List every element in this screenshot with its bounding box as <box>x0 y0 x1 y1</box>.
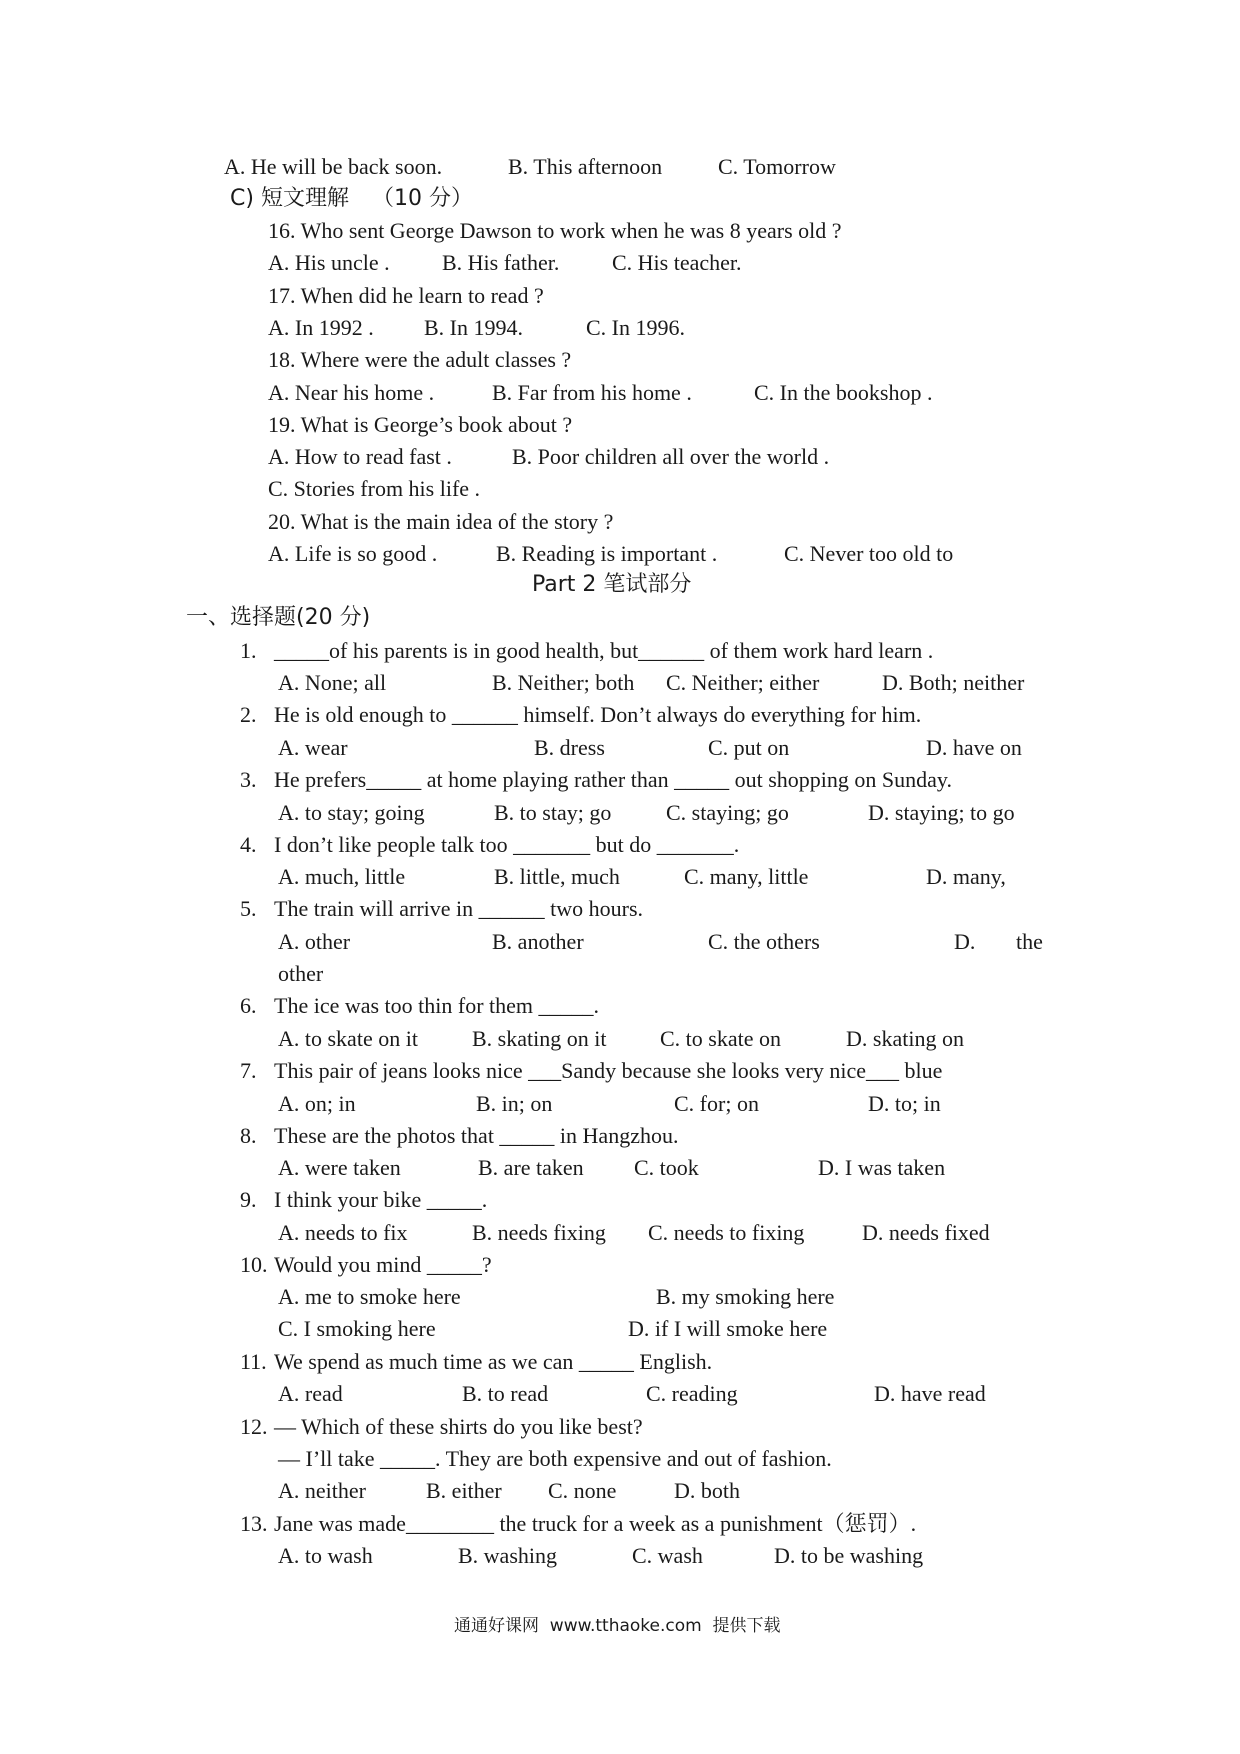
q8-text: These are the photos that _____ in Hangzhou. <box>274 1123 679 1148</box>
q13-option-c: C. wash <box>632 1543 703 1568</box>
q12-option-b: B. either <box>426 1478 502 1503</box>
q2-option-b: B. dress <box>534 735 605 760</box>
section-c-points: （10 分） <box>372 186 473 211</box>
q5-option-d: D. <box>954 929 976 954</box>
q3-option-d: D. staying; to go <box>868 800 1015 825</box>
q9-option-a: A. needs to fix <box>278 1220 408 1245</box>
q11-number: 11. <box>240 1349 267 1374</box>
q12-number: 12. <box>240 1414 268 1439</box>
q8-option-c: C. took <box>634 1155 699 1180</box>
q4-option-a: A. much, little <box>278 864 406 889</box>
q17-option-b: B. In 1994. <box>424 315 523 340</box>
q3-text: He prefers_____ at home playing rather than _____ out shopping on Sunday. <box>274 767 952 792</box>
q13-option-a: A. to wash <box>278 1543 373 1568</box>
q13-text: Jane was made________ the truck for a week as a punishment（惩罚）. <box>274 1511 917 1536</box>
q2-number: 2. <box>240 702 257 727</box>
q8-number: 8. <box>240 1123 257 1148</box>
q5-option-b: B. another <box>492 929 584 954</box>
q16-option-a: A. His uncle . <box>268 250 390 275</box>
q12-option-a: A. neither <box>278 1478 366 1503</box>
q5-number: 5. <box>240 896 257 921</box>
section1-title: 一、选择题(20 分) <box>186 605 371 630</box>
q11-option-a: A. read <box>278 1381 343 1406</box>
q10-option-c: C. I smoking here <box>278 1316 436 1341</box>
q3-option-b: B. to stay; go <box>494 800 612 825</box>
q7-number: 7. <box>240 1058 257 1083</box>
question-16: 16. Who sent George Dawson to work when he was 8 years old ? <box>268 218 842 243</box>
q12-option-c: C. none <box>548 1478 617 1503</box>
q9-option-c: C. needs to fixing <box>648 1220 805 1245</box>
q20-option-a: A. Life is so good . <box>268 541 438 566</box>
q2-option-a: A. wear <box>278 735 348 760</box>
q5-option-c: C. the others <box>708 929 820 954</box>
footer-text: 通通好课网 www.tthaoke.com 提供下载 <box>454 1616 781 1636</box>
q20-option-c: C. Never too old to <box>784 541 954 566</box>
q20-option-b: B. Reading is important . <box>496 541 718 566</box>
q9-option-b: B. needs fixing <box>472 1220 606 1245</box>
q16-option-b: B. His father. <box>442 250 560 275</box>
q13-option-b: B. washing <box>458 1543 557 1568</box>
q1-text: _____of his parents is in good health, but______ of them work hard learn . <box>274 638 934 663</box>
q4-number: 4. <box>240 832 257 857</box>
q18-option-b: B. Far from his home . <box>492 380 692 405</box>
q3-option-a: A. to stay; going <box>278 800 425 825</box>
q6-option-c: C. to skate on <box>660 1026 781 1051</box>
q9-number: 9. <box>240 1187 257 1212</box>
q13-option-d: D. to be washing <box>774 1543 924 1568</box>
q6-number: 6. <box>240 993 257 1018</box>
q17-option-c: C. In 1996. <box>586 315 685 340</box>
q3-number: 3. <box>240 767 257 792</box>
q11-option-c: C. reading <box>646 1381 738 1406</box>
q7-text: This pair of jeans looks nice ___Sandy because she looks very nice___ blue <box>274 1058 943 1083</box>
q5-option-a: A. other <box>278 929 351 954</box>
q11-option-d: D. have read <box>874 1381 986 1406</box>
q10-option-d: D. if I will smoke here <box>628 1316 828 1341</box>
q4-option-c: C. many, little <box>684 864 809 889</box>
q5-option-d-word1: the <box>1016 929 1043 954</box>
prev-option-c: C. Tomorrow <box>718 154 836 179</box>
q1-option-d: D. Both; neither <box>882 670 1025 695</box>
q9-option-d: D. needs fixed <box>862 1220 990 1245</box>
q11-option-b: B. to read <box>462 1381 549 1406</box>
q7-option-a: A. on; in <box>278 1091 356 1116</box>
question-20: 20. What is the main idea of the story ? <box>268 509 614 534</box>
q18-option-c: C. In the bookshop . <box>754 380 933 405</box>
q7-option-c: C. for; on <box>674 1091 759 1116</box>
q2-option-d: D. have on <box>926 735 1022 760</box>
q8-option-b: B. are taken <box>478 1155 584 1180</box>
q6-option-a: A. to skate on it <box>278 1026 418 1051</box>
q19-option-c: C. Stories from his life . <box>268 476 481 501</box>
question-19: 19. What is George’s book about ? <box>268 412 573 437</box>
q1-option-c: C. Neither; either <box>666 670 820 695</box>
section-c-title: C) 短文理解 <box>230 186 349 211</box>
part2-title: Part 2 笔试部分 <box>532 572 692 597</box>
q18-option-a: A. Near his home . <box>268 380 435 405</box>
q6-option-d: D. skating on <box>846 1026 964 1051</box>
prev-option-a: A. He will be back soon. <box>224 154 443 179</box>
q10-option-a: A. me to smoke here <box>278 1284 461 1309</box>
question-18: 18. Where were the adult classes ? <box>268 347 572 372</box>
prev-option-b: B. This afternoon <box>508 154 663 179</box>
q17-option-a: A. In 1992 . <box>268 315 374 340</box>
q7-option-b: B. in; on <box>476 1091 553 1116</box>
q8-option-d: D. I was taken <box>818 1155 946 1180</box>
q1-option-b: B. Neither; both <box>492 670 635 695</box>
question-17: 17. When did he learn to read ? <box>268 283 544 308</box>
q19-option-b: B. Poor children all over the world . <box>512 444 830 469</box>
q1-option-a: A. None; all <box>278 670 387 695</box>
q2-option-c: C. put on <box>708 735 790 760</box>
q7-option-d: D. to; in <box>868 1091 941 1116</box>
q5-text: The train will arrive in ______ two hours. <box>274 896 644 921</box>
q12-text: — Which of these shirts do you like best? <box>274 1414 643 1439</box>
q6-option-b: B. skating on it <box>472 1026 607 1051</box>
q3-option-c: C. staying; go <box>666 800 789 825</box>
q16-option-c: C. His teacher. <box>612 250 742 275</box>
q10-text: Would you mind _____? <box>274 1252 492 1277</box>
q12-text-reply: — I’ll take _____. They are both expensive and out of fashion. <box>278 1446 832 1471</box>
q11-text: We spend as much time as we can _____ English. <box>274 1349 713 1374</box>
q10-option-b: B. my smoking here <box>656 1284 835 1309</box>
q12-option-d: D. both <box>674 1478 740 1503</box>
q2-text: He is old enough to ______ himself. Don’t always do everything for him. <box>274 702 922 727</box>
q4-text: I don’t like people talk too _______ but do _______. <box>274 832 740 857</box>
q4-option-b: B. little, much <box>494 864 620 889</box>
q6-text: The ice was too thin for them _____. <box>274 993 600 1018</box>
q1-number: 1. <box>240 638 257 663</box>
q19-option-a: A. How to read fast . <box>268 444 452 469</box>
q13-number: 13. <box>240 1511 268 1536</box>
q5-option-d-word2: other <box>278 961 324 986</box>
q10-number: 10. <box>240 1252 268 1277</box>
q9-text: I think your bike _____. <box>274 1187 488 1212</box>
q8-option-a: A. were taken <box>278 1155 401 1180</box>
q4-option-d: D. many, <box>926 864 1006 889</box>
